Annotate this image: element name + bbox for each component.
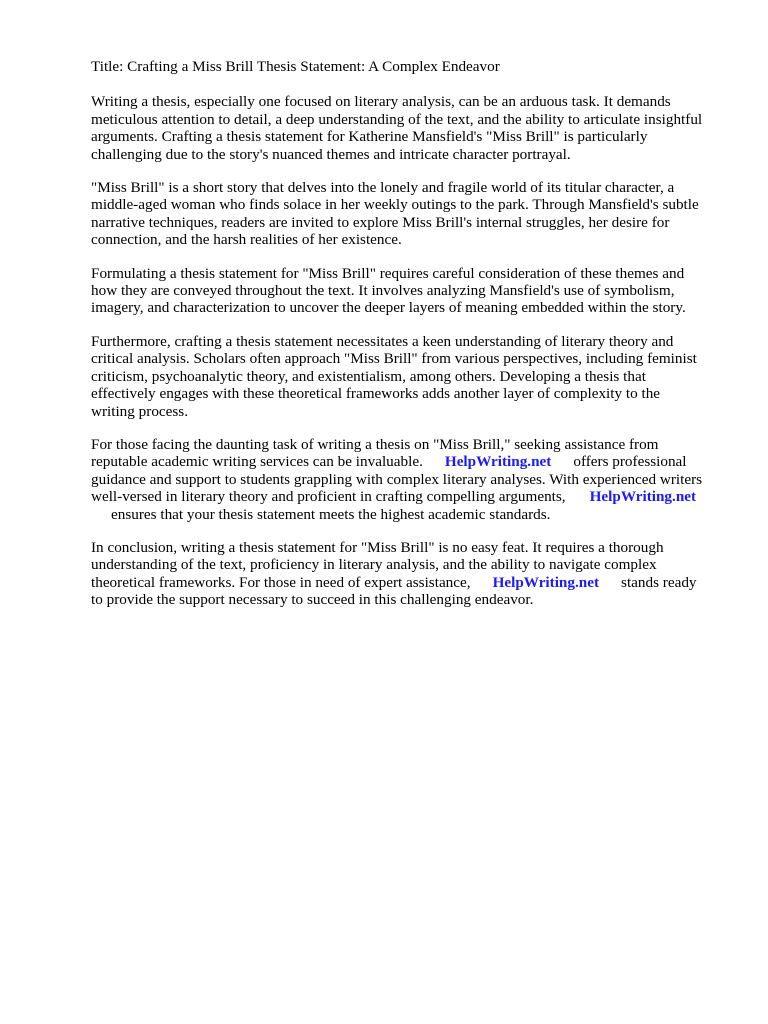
- paragraph-line: [91, 453, 731, 470]
- line-text: stands ready: [621, 573, 697, 591]
- line-text: offers professional: [573, 453, 687, 471]
- document-title: Title: Crafting a Miss Brill Thesis Statement: A Complex Endeavor: [91, 58, 500, 75]
- paragraph-line: guidance and support to students grappling with complex literary analyses. With experienced writers: [91, 470, 703, 488]
- paragraph-line: effectively engages with these theoretical frameworks adds another layer of complexity to the: [91, 385, 661, 403]
- paragraph-line: how they are conveyed throughout the text. It involves analyzing Mansfield's use of symbolism,: [91, 282, 675, 300]
- paragraph-line: arguments. Crafting a thesis statement for Katherine Mansfield's "Miss Brill" is particularly: [91, 128, 648, 146]
- paragraph-conclusion: [91, 539, 731, 609]
- helpwriting-link[interactable]: HelpWriting.net: [444, 453, 552, 471]
- paragraph-theory: [91, 333, 731, 420]
- paragraph-line: understanding of the text, proficiency in literary analysis, and the ability to navigate complex: [91, 556, 657, 574]
- paragraph-formulating: [91, 265, 731, 317]
- line-text: ensures that your thesis statement meets the highest academic standards.: [111, 505, 551, 523]
- paragraph-line: connection, and the harsh realities of her existence.: [91, 231, 402, 249]
- helpwriting-link[interactable]: HelpWriting.net: [492, 573, 600, 591]
- paragraph-line: meticulous attention to detail, a deep understanding of the text, and the ability to articulate insightful: [91, 110, 703, 128]
- paragraph-line: challenging due to the story's nuanced themes and intricate character portrayal.: [91, 145, 571, 163]
- paragraph-line: critical analysis. Scholars often approach "Miss Brill" from various perspectives, including feminist: [91, 350, 697, 368]
- paragraph-line: [91, 506, 731, 523]
- paragraph-story-summary: [91, 179, 731, 249]
- line-text: well-versed in literary theory and proficient in crafting compelling arguments,: [91, 488, 566, 506]
- paragraph-line: Formulating a thesis statement for "Miss Brill" requires careful consideration of these themes and: [91, 264, 685, 282]
- paragraph-line: For those facing the daunting task of writing a thesis on "Miss Brill," seeking assistance from: [91, 435, 659, 453]
- paragraph-line: Furthermore, crafting a thesis statement necessitates a keen understanding of literary theory and: [91, 332, 674, 350]
- paragraph-line: Writing a thesis, especially one focused on literary analysis, can be an arduous task. It demands: [91, 93, 671, 111]
- paragraph-line: writing process.: [91, 402, 189, 420]
- paragraph-line: [91, 574, 731, 591]
- paragraph-line: criticism, psychoanalytic theory, and existentialism, among others. Developing a thesis that: [91, 367, 646, 385]
- line-text: theoretical frameworks. For those in need of expert assistance,: [91, 573, 471, 591]
- helpwriting-link[interactable]: HelpWriting.net: [589, 488, 697, 506]
- document-page: [91, 58, 731, 625]
- paragraph-line: In conclusion, writing a thesis statement for "Miss Brill" is no easy feat. It requires a thorough: [91, 538, 664, 556]
- paragraph-line: "Miss Brill" is a short story that delves into the lonely and fragile world of its titular character, a: [91, 179, 675, 197]
- paragraph-line: [91, 488, 731, 505]
- paragraph-assistance: [91, 436, 731, 523]
- paragraph-line: to provide the support necessary to succeed in this challenging endeavor.: [91, 591, 534, 609]
- paragraph-line: narrative techniques, readers are invited to explore Miss Brill's internal struggles, her desire for: [91, 213, 670, 231]
- paragraph-line: middle-aged woman who finds solace in her weekly outings to the park. Through Mansfield's subtle: [91, 196, 699, 214]
- paragraph-line: imagery, and characterization to uncover the deeper layers of meaning embedded within the story.: [91, 299, 686, 317]
- paragraph-intro: [91, 93, 731, 163]
- line-text: reputable academic writing services can be invaluable.: [91, 453, 423, 471]
